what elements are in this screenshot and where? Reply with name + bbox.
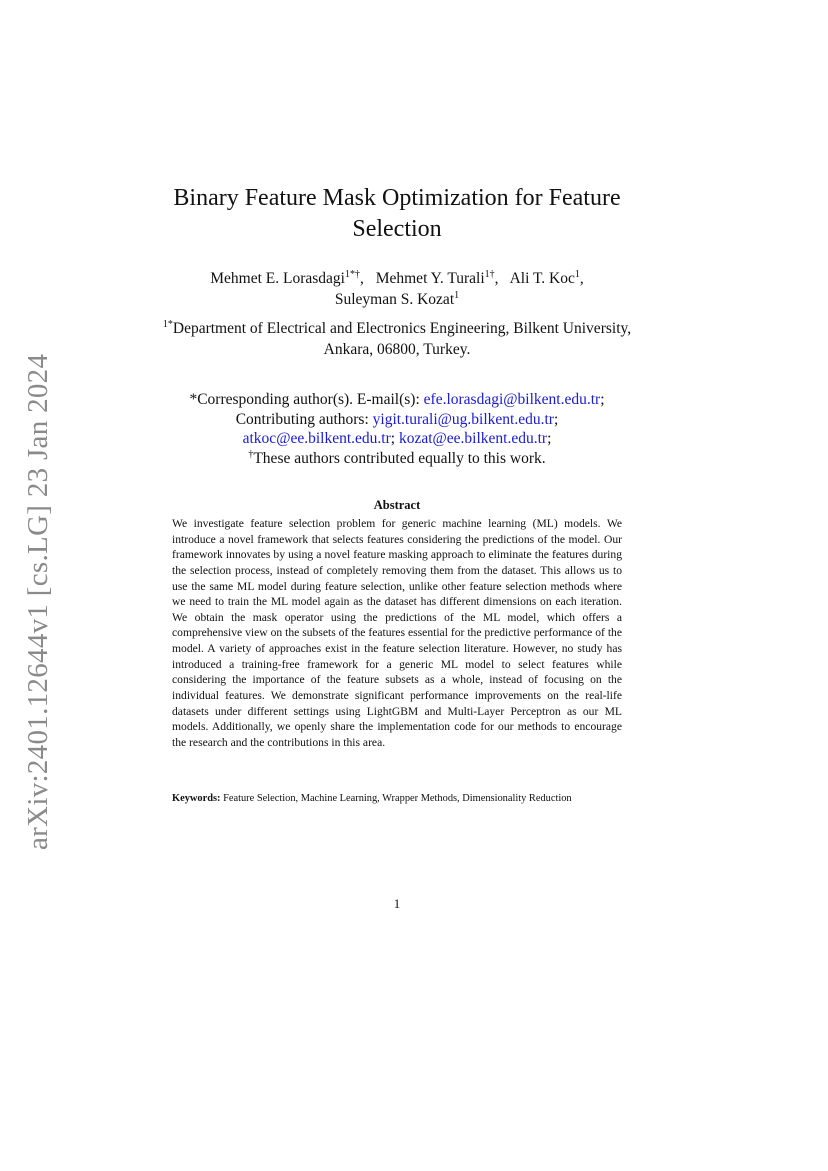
arxiv-identifier-stamp: arXiv:2401.12644v1 [cs.LG] 23 Jan 2024 (22, 353, 54, 850)
contributor-email-link[interactable]: atkoc@ee.bilkent.edu.tr (242, 430, 391, 447)
page-number: 1 (393, 896, 401, 911)
contributor-email-link[interactable]: yigit.turali@ug.bilkent.edu.tr (372, 410, 554, 428)
corresponding-prefix: *Corresponding author(s). E-mail(s): (189, 391, 420, 408)
paper-title: Binary Feature Mask Optimization for Feature Selection (173, 185, 621, 242)
dagger-symbol: † (248, 448, 254, 460)
contributor-email-link[interactable]: kozat@ee.bilkent.edu.tr (398, 430, 548, 447)
author-name: Suleyman S. Kozat$^1$ (334, 290, 460, 308)
abstract-text: We investigate feature selection problem for generic machine learning (ML) models. We introduce a novel framework that selects features considering the predictions of the model. Our framework innovates by using a novel feature masking approach to eliminate the features during the selection process, instead of completely removing them from the dataset. This allows us to use the same ML model during feature selection, unlike other feature selection methods where we need to train the ML model again as the dataset has different dimensions on each iteration. We obtain the mask operator using the predictions of the ML model, which offers a comprehensive view on the subsets of the features essential for the predictive performance of the model. A variety of approaches exist in the feature selection literature. However, no study has introduced a training-free framework for a generic ML model to select features while considering the importance of the feature subsets as a whole, instead of focusing on the individual features. We demonstrate significant performance improvements on the real-life datasets under different settings using LightGBM and Multi-Layer Perceptron as our ML models. Additionally, we openly share the implementation code for our methods to encourage the research and the contributions in this area. (172, 517, 622, 749)
contact-info: *Corresponding author(s). E-mail(s): efe.lorasdagi@bilkent.edu.tr; Contributing authors: yigit.turali@ug.bilkent.edu.tr; atkoc@ee.bilkent.edu.tr; kozat@ee.bilkent.edu.tr; †These authors contributed equally to this work. (189, 391, 605, 467)
author-list (150, 268, 644, 310)
contributing-prefix: Contributing authors: (235, 410, 369, 428)
equal-contribution-note: These authors contributed equally to this work. (253, 449, 546, 467)
abstract-heading: Abstract (373, 498, 421, 512)
author-name: Mehmet Y. Turali$^{1\dagger}$, (375, 269, 499, 287)
keywords (172, 792, 622, 806)
keywords-text: Feature Selection, Machine Learning, Wrapper Methods, Dimensionality Reduction (223, 793, 572, 804)
author-name: Mehmet E. Lorasdagi$^{1*\dagger}$, (210, 269, 364, 287)
author-name: Ali T. Koc$^1$, (509, 269, 584, 287)
keywords-label: Keywords: (172, 793, 221, 804)
affiliation: $^{1*}$Department of Electrical and Electronics Engineering, Bilkent University, Ankara, 06800, Turkey. (162, 319, 632, 358)
corresponding-email-link[interactable]: efe.lorasdagi@bilkent.edu.tr (423, 391, 601, 408)
